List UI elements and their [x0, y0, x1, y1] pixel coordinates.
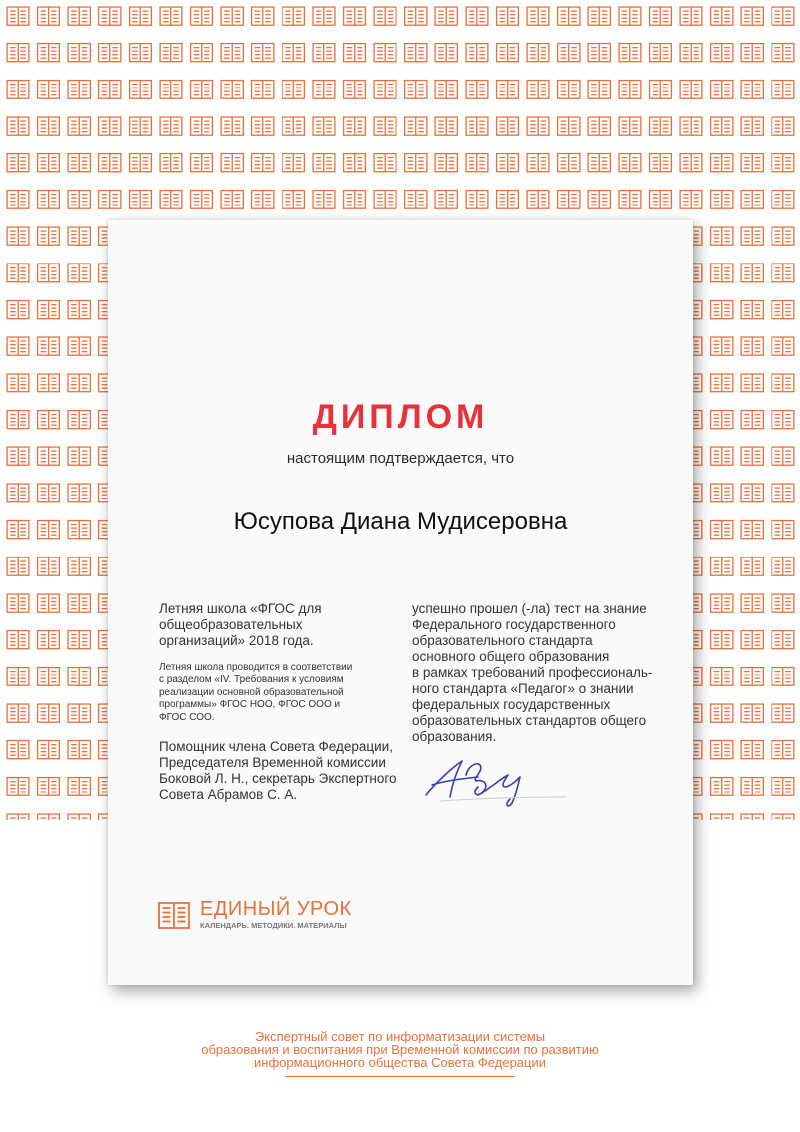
left-column	[159, 601, 404, 803]
diploma-sheet	[108, 220, 693, 985]
result-text: успешно прошел (-ла) тест на знание Федерального государственного образовательного стандарта основного общего образования в рамках требований профессиональ- ного стандарта «Педагог» о знании федеральных государственных образовательных стандартов общего образования.	[412, 601, 653, 744]
logo-name: ЕДИНЫЙ УРОК	[200, 898, 352, 920]
footer-divider	[285, 1076, 515, 1077]
recipient-name: Юсупова Диана Мудисеровна	[233, 508, 568, 535]
book-icon	[158, 902, 190, 929]
edinyi-urok-logo	[158, 898, 418, 934]
school-note: Летняя школа проводится в соответствии с разделом «IV. Требования к условиям реализации основной образовательной программы» ФГОС НОО, ФГОС ООО и ФГОС СОО.	[159, 662, 353, 723]
logo-tagline: КАЛЕНДАРЬ. МЕТОДИКИ. МАТЕРИАЛЫ	[200, 921, 347, 930]
footer-text: Экспертный совет по информатизации системы образования и воспитания при Временной комиссии по развитию информационного общества Совета Федерации	[201, 1029, 599, 1070]
diploma-title: ДИПЛОМ	[312, 398, 489, 436]
signature	[420, 755, 570, 810]
school-title: Летняя школа «ФГОС для общеобразовательных организаций» 2018 года.	[159, 601, 322, 648]
diploma-subtitle: настоящим подтверждается, что	[286, 450, 515, 467]
signatory-text: Помощник члена Совета Федерации, Председателя Временной комиссии Боковой Л. Н., секретарь Экспертного Совета Абрамов С. А.	[159, 739, 397, 803]
